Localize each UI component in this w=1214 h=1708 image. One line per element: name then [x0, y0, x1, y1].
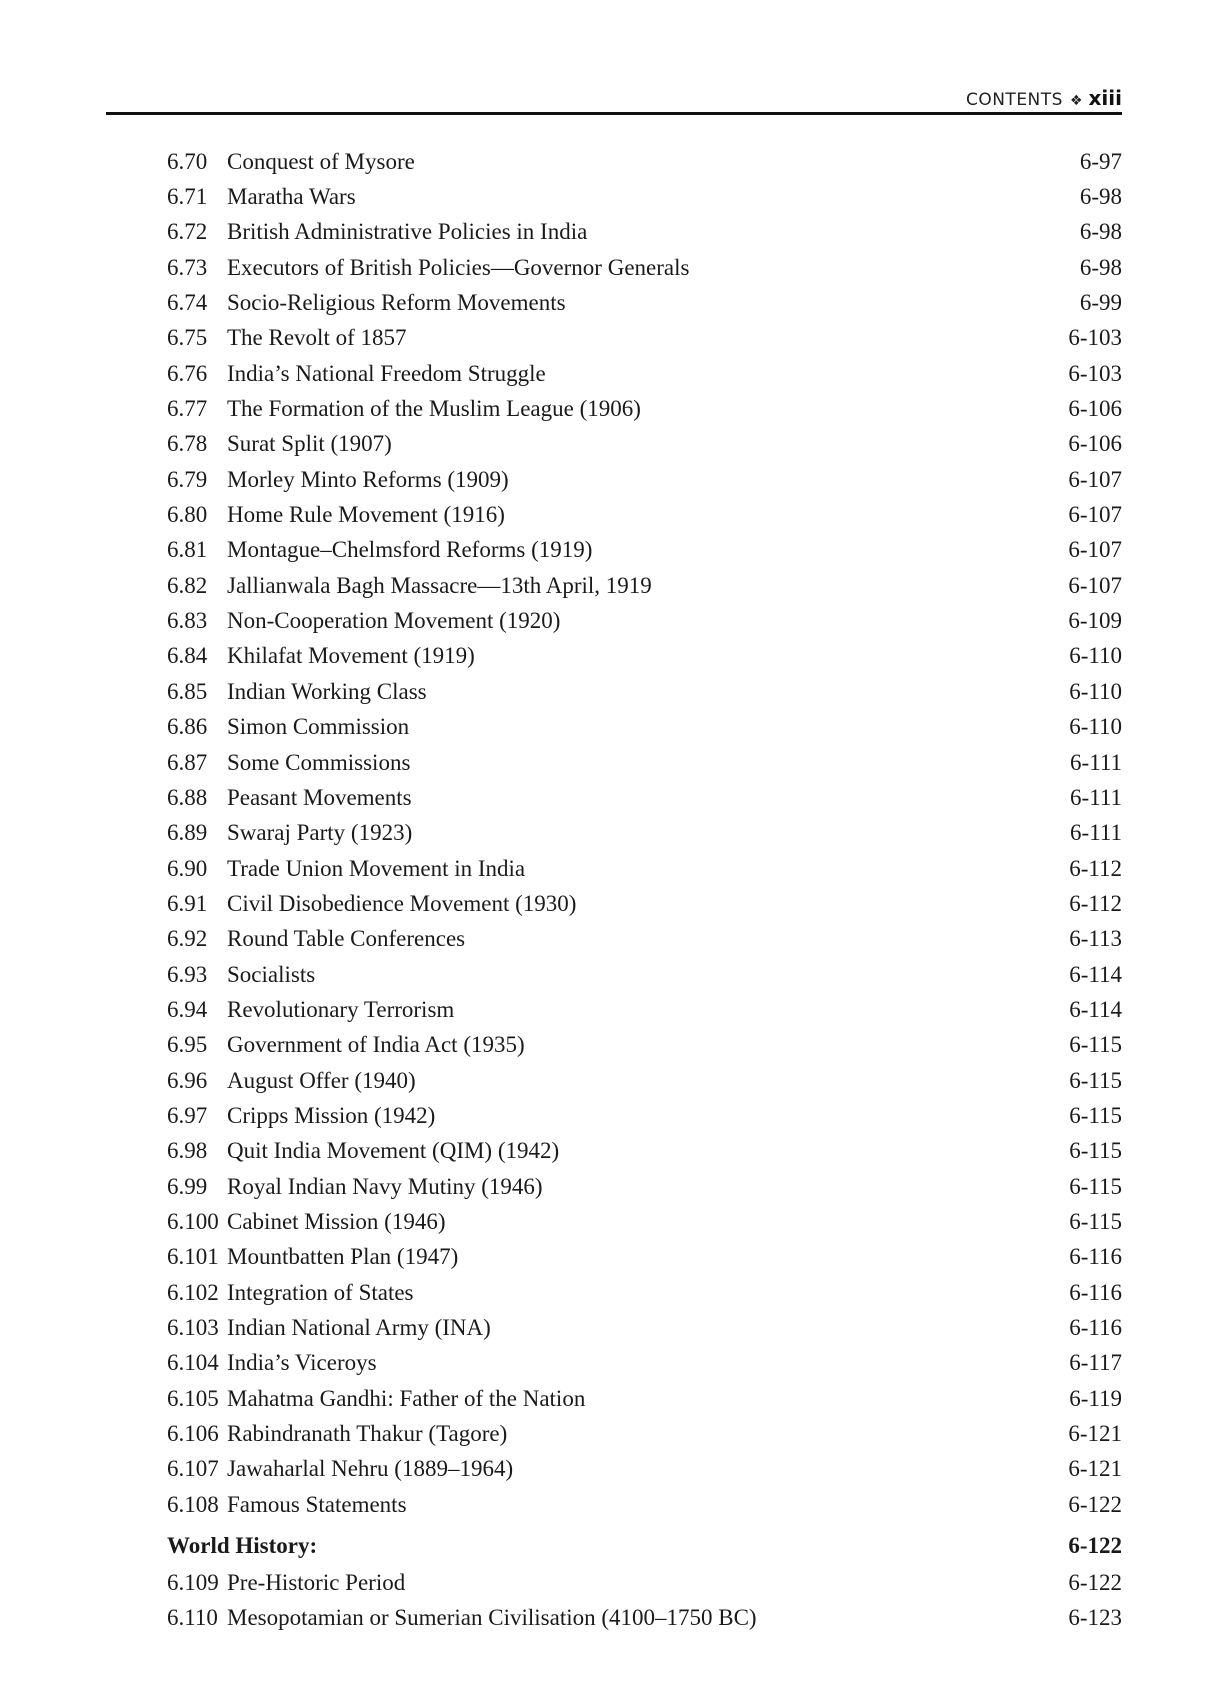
toc-entry — [167, 992, 1122, 1027]
entry-title: Socialists — [227, 961, 316, 987]
header-label: CONTENTS — [965, 90, 1063, 110]
toc-entry — [167, 1134, 1122, 1169]
toc-entry — [167, 391, 1122, 426]
entry-title: Morley Minto Reforms (1909) — [227, 466, 509, 492]
entry-title: The Formation of the Muslim League (1906) — [227, 396, 641, 422]
toc-entry — [167, 1240, 1122, 1275]
entry-title: Peasant Movements — [227, 784, 412, 810]
entry-number: 6.104 — [167, 1350, 219, 1376]
entry-page: 6-121 — [1068, 1456, 1122, 1482]
entry-title: Round Table Conferences — [227, 926, 466, 952]
entry-number: 6.100 — [167, 1208, 219, 1234]
entry-number: 6.84 — [167, 643, 208, 669]
toc-entry — [167, 285, 1122, 320]
toc-entry — [167, 1601, 1122, 1636]
entry-number: 6.87 — [167, 749, 208, 775]
section-page: 6-122 — [1068, 1533, 1122, 1559]
toc-entry — [167, 603, 1122, 638]
toc-entry — [167, 179, 1122, 214]
entry-page: 6-115 — [1069, 1102, 1122, 1128]
entry-page: 6-117 — [1069, 1350, 1122, 1376]
entry-number: 6.75 — [167, 325, 208, 351]
entry-page: 6-97 — [1079, 148, 1122, 174]
entry-number: 6.91 — [167, 890, 208, 916]
toc-entry — [167, 533, 1122, 568]
entry-page: 6-98 — [1079, 254, 1122, 280]
toc-entry — [167, 356, 1122, 391]
toc-entry — [167, 250, 1122, 285]
entry-page: 6-115 — [1069, 1138, 1122, 1164]
entry-title: Khilafat Movement (1919) — [227, 643, 475, 669]
entry-page: 6-114 — [1069, 961, 1122, 987]
toc-entry — [167, 922, 1122, 957]
entry-number: 6.82 — [167, 572, 208, 598]
entry-title: Home Rule Movement (1916) — [227, 502, 505, 528]
toc-section-heading — [167, 1527, 1122, 1565]
entry-number: 6.83 — [167, 608, 208, 634]
toc-entry — [167, 957, 1122, 992]
entry-title: Quit India Movement (QIM) (1942) — [227, 1138, 560, 1164]
entry-page: 6-111 — [1070, 784, 1122, 810]
toc-entry — [167, 568, 1122, 603]
entry-number: 6.74 — [167, 290, 208, 316]
toc-entry — [167, 497, 1122, 532]
entry-page: 6-107 — [1068, 572, 1122, 598]
entry-title: Indian Working Class — [227, 678, 427, 704]
toc-entry — [167, 1346, 1122, 1381]
entry-title: Mesopotamian or Sumerian Civilisation (4100–1750 BC) — [227, 1605, 757, 1631]
entry-page: 6-116 — [1069, 1244, 1122, 1270]
toc-entries — [167, 144, 1122, 1522]
entry-title: Cabinet Mission (1946) — [227, 1208, 446, 1234]
entry-title: India’s National Freedom Struggle — [227, 360, 546, 386]
toc-entry — [167, 639, 1122, 674]
toc-entry — [167, 1275, 1122, 1310]
entry-title: Socio-Religious Reform Movements — [227, 290, 566, 316]
entry-title: British Administrative Policies in India — [227, 219, 588, 245]
entry-title: August Offer (1940) — [227, 1067, 416, 1093]
entry-number: 6.98 — [167, 1138, 208, 1164]
entry-number: 6.96 — [167, 1067, 208, 1093]
entry-number: 6.107 — [167, 1456, 219, 1482]
entry-number: 6.93 — [167, 961, 208, 987]
entry-number: 6.90 — [167, 855, 208, 881]
entry-page: 6-112 — [1069, 890, 1122, 916]
entry-page: 6-111 — [1070, 749, 1122, 775]
entry-number: 6.72 — [167, 219, 208, 245]
entry-number: 6.110 — [167, 1605, 218, 1631]
entry-title: Jawaharlal Nehru (1889–1964) — [227, 1456, 514, 1482]
entry-page: 6-116 — [1069, 1315, 1122, 1341]
entry-page: 6-115 — [1069, 1067, 1122, 1093]
entry-page: 6-112 — [1069, 855, 1122, 881]
entry-title: Integration of States — [227, 1279, 414, 1305]
entry-title: Rabindranath Thakur (Tagore) — [227, 1421, 508, 1447]
header-page-number: xiii — [1088, 86, 1122, 110]
entry-page: 6-123 — [1068, 1605, 1122, 1631]
entry-page: 6-106 — [1068, 396, 1122, 422]
entry-page: 6-107 — [1068, 502, 1122, 528]
entry-title: Conquest of Mysore — [227, 148, 415, 174]
toc-entry — [167, 1169, 1122, 1204]
entry-number: 6.92 — [167, 926, 208, 952]
entry-title: Indian National Army (INA) — [227, 1315, 491, 1341]
toc-entry — [167, 427, 1122, 462]
entry-title: Government of India Act (1935) — [227, 1032, 525, 1058]
entry-title: Trade Union Movement in India — [227, 855, 526, 881]
entry-number: 6.105 — [167, 1385, 219, 1411]
entry-page: 6-110 — [1069, 714, 1122, 740]
entry-page: 6-119 — [1069, 1385, 1122, 1411]
entry-title: Mountbatten Plan (1947) — [227, 1244, 459, 1270]
entry-number: 6.86 — [167, 714, 208, 740]
entry-number: 6.79 — [167, 466, 208, 492]
entry-title: Famous Statements — [227, 1491, 407, 1517]
entry-page: 6-103 — [1068, 325, 1122, 351]
entry-number: 6.101 — [167, 1244, 219, 1270]
entry-title: Executors of British Policies—Governor Generals — [227, 254, 690, 280]
toc-entry — [167, 1098, 1122, 1133]
entry-title: Royal Indian Navy Mutiny (1946) — [227, 1173, 543, 1199]
entry-number: 6.88 — [167, 784, 208, 810]
entry-number: 6.109 — [167, 1570, 219, 1596]
entry-title: India’s Viceroys — [227, 1350, 377, 1376]
entry-number: 6.85 — [167, 678, 208, 704]
entry-title: Civil Disobedience Movement (1930) — [227, 890, 577, 916]
toc-entry — [167, 215, 1122, 250]
entry-title: Simon Commission — [227, 714, 410, 740]
entry-number: 6.89 — [167, 820, 208, 846]
entry-page: 6-99 — [1079, 290, 1122, 316]
toc-entry — [167, 851, 1122, 886]
entry-number: 6.70 — [167, 148, 208, 174]
toc-entry — [167, 321, 1122, 356]
entry-title: Revolutionary Terrorism — [227, 996, 455, 1022]
toc-entry — [167, 1452, 1122, 1487]
entry-number: 6.106 — [167, 1421, 219, 1447]
toc-entry — [167, 1204, 1122, 1239]
entry-page: 6-106 — [1068, 431, 1122, 457]
toc-entry — [167, 1063, 1122, 1098]
entry-page: 6-110 — [1069, 678, 1122, 704]
entry-title: Jallianwala Bagh Massacre—13th April, 1919 — [227, 572, 652, 598]
entry-number: 6.108 — [167, 1491, 219, 1517]
entry-page: 6-122 — [1068, 1570, 1122, 1596]
toc-entry — [167, 1487, 1122, 1522]
entry-page: 6-115 — [1069, 1208, 1122, 1234]
entry-page: 6-115 — [1069, 1173, 1122, 1199]
toc-entry — [167, 1381, 1122, 1416]
entry-number: 6.73 — [167, 254, 208, 280]
toc-entry — [167, 710, 1122, 745]
toc-entry — [167, 1416, 1122, 1451]
entry-number: 6.102 — [167, 1279, 219, 1305]
entry-title: Swaraj Party (1923) — [227, 820, 413, 846]
entry-title: Non-Cooperation Movement (1920) — [227, 608, 561, 634]
entry-number: 6.76 — [167, 360, 208, 386]
entry-page: 6-109 — [1068, 608, 1122, 634]
entry-page: 6-107 — [1068, 466, 1122, 492]
running-header — [106, 86, 1122, 115]
entry-number: 6.71 — [167, 184, 208, 210]
entry-number: 6.97 — [167, 1102, 208, 1128]
toc-entry — [167, 462, 1122, 497]
entry-title: Montague–Chelmsford Reforms (1919) — [227, 537, 593, 563]
entry-title: Cripps Mission (1942) — [227, 1102, 436, 1128]
toc-entry — [167, 674, 1122, 709]
entry-title: Some Commissions — [227, 749, 411, 775]
entry-number: 6.103 — [167, 1315, 219, 1341]
toc-entry — [167, 1310, 1122, 1345]
toc-entry — [167, 816, 1122, 851]
entry-page: 6-121 — [1068, 1421, 1122, 1447]
entry-page: 6-116 — [1069, 1279, 1122, 1305]
entry-title: Maratha Wars — [227, 184, 356, 210]
entry-page: 6-113 — [1069, 926, 1122, 952]
diamond-separator-icon: ❖ — [1069, 93, 1083, 109]
entry-page: 6-107 — [1068, 537, 1122, 563]
entry-title: Surat Split (1907) — [227, 431, 392, 457]
table-of-contents — [167, 144, 1122, 1636]
entry-number: 6.99 — [167, 1173, 208, 1199]
entry-title: The Revolt of 1857 — [227, 325, 407, 351]
entry-title: Mahatma Gandhi: Father of the Nation — [227, 1385, 586, 1411]
entry-number: 6.95 — [167, 1032, 208, 1058]
entry-number: 6.94 — [167, 996, 208, 1022]
entry-title: Pre-Historic Period — [227, 1570, 406, 1596]
entry-page: 6-122 — [1068, 1491, 1122, 1517]
toc-entry — [167, 144, 1122, 179]
entry-number: 6.81 — [167, 537, 208, 563]
toc-entry — [167, 1565, 1122, 1600]
entry-page: 6-98 — [1079, 219, 1122, 245]
entry-page: 6-98 — [1079, 184, 1122, 210]
section-title: World History: — [167, 1533, 318, 1559]
entry-page: 6-115 — [1069, 1032, 1122, 1058]
entry-page: 6-110 — [1069, 643, 1122, 669]
entry-page: 6-103 — [1068, 360, 1122, 386]
entry-number: 6.77 — [167, 396, 208, 422]
toc-entry — [167, 886, 1122, 921]
entry-page: 6-111 — [1070, 820, 1122, 846]
entry-page: 6-114 — [1069, 996, 1122, 1022]
toc-entry — [167, 780, 1122, 815]
toc-entry — [167, 745, 1122, 780]
toc-section-entries — [167, 1565, 1122, 1636]
entry-number: 6.78 — [167, 431, 208, 457]
entry-number: 6.80 — [167, 502, 208, 528]
toc-entry — [167, 1028, 1122, 1063]
